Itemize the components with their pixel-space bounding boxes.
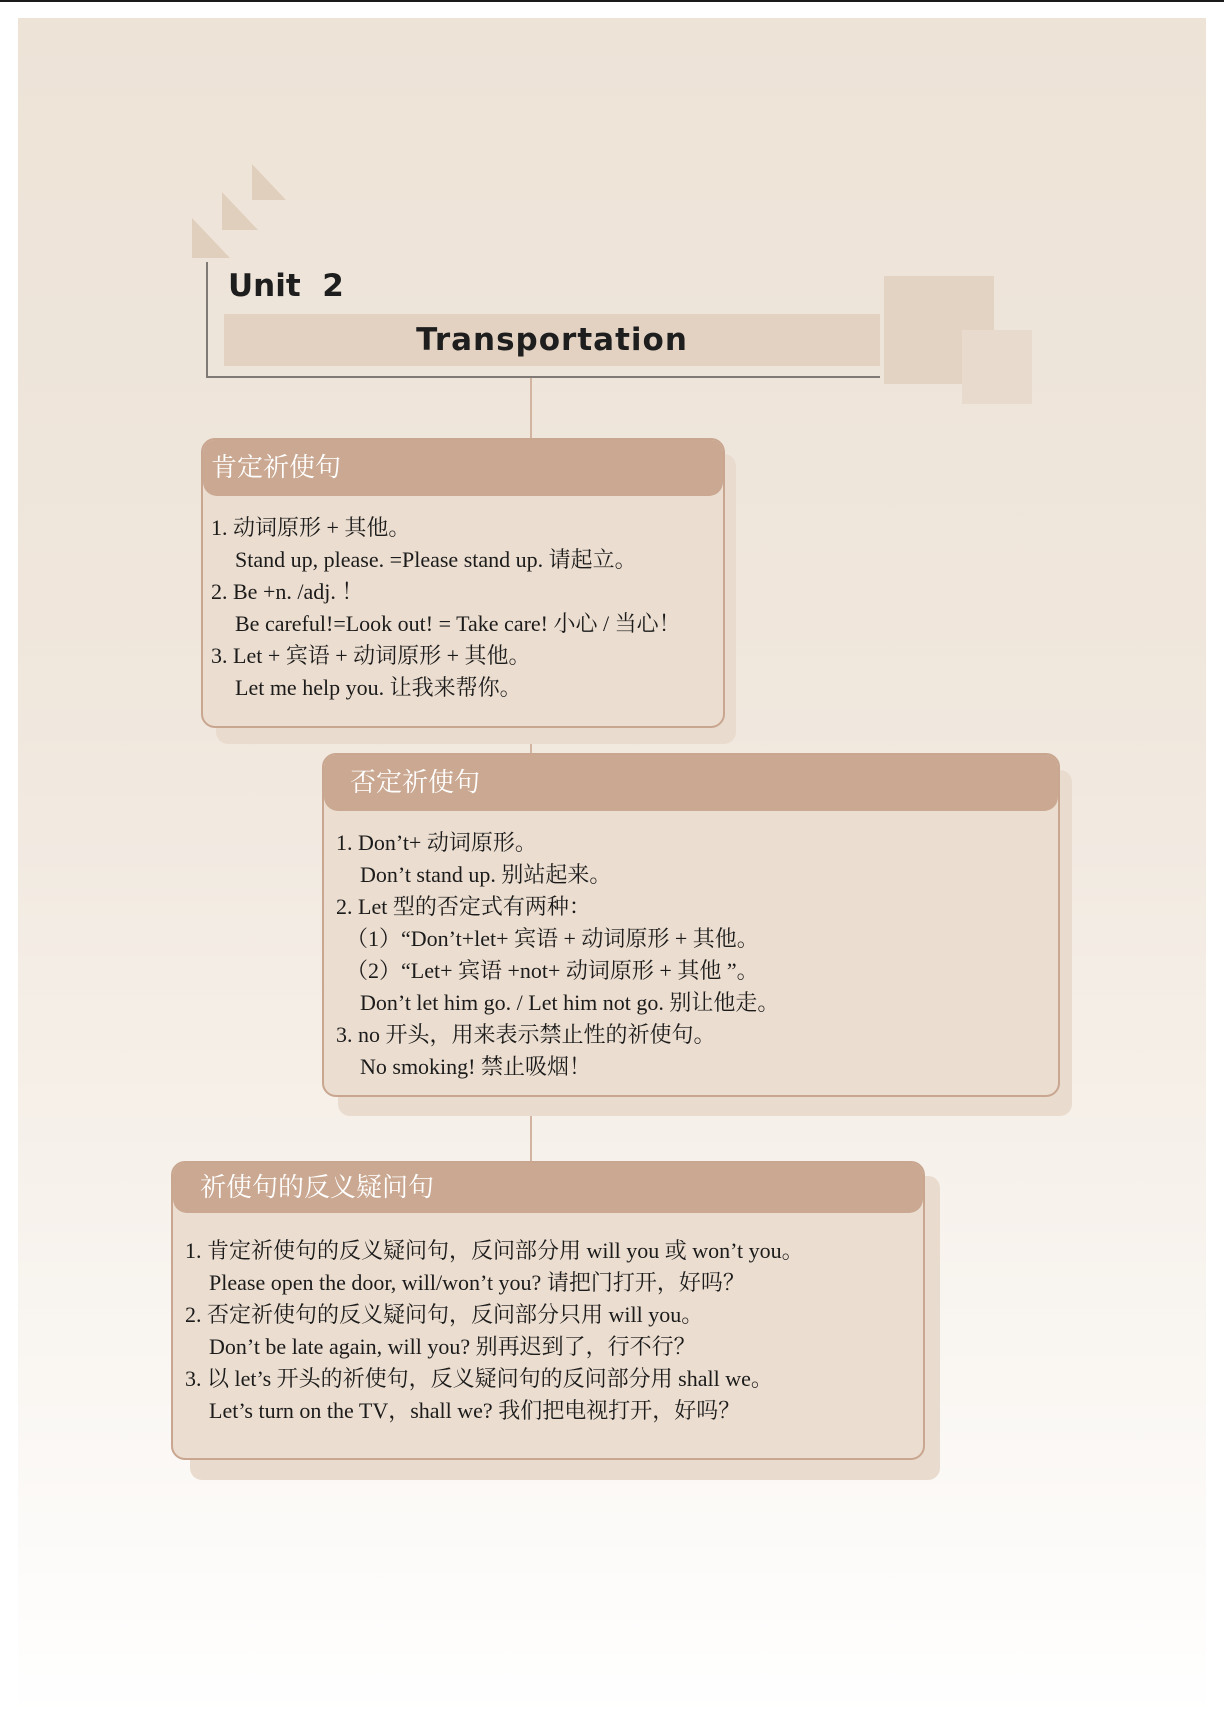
rule-line: 3. 以 let’s 开头的祈使句，反义疑问句的反问部分用 shall we。	[185, 1366, 773, 1391]
example-line: No smoking! 禁止吸烟！	[360, 1054, 592, 1079]
section-box-affirmative	[201, 438, 725, 728]
example-line: Let me help you. 让我来帮你。	[235, 675, 522, 700]
connector-line	[530, 378, 532, 440]
unit-label: Unit 2	[228, 268, 344, 304]
section-body	[203, 496, 723, 704]
decor-square	[962, 330, 1032, 404]
rule-subline: （1）“Don’t+let+ 宾语 + 动词原形 + 其他。	[346, 926, 759, 951]
rule-line: 1. Don’t+ 动词原形。	[336, 830, 537, 855]
rule-line: 1. 动词原形 + 其他。	[211, 515, 411, 540]
example-line: Don’t be late again, will you? 别再迟到了，行不行？	[209, 1334, 696, 1359]
rule-subline: （2）“Let+ 宾语 +not+ 动词原形 + 其他 ”。	[346, 958, 759, 983]
section-box-negative	[322, 753, 1060, 1097]
top-rule	[0, 0, 1224, 2]
example-line: Don’t let him go. / Let him not go. 别让他走。	[360, 990, 780, 1015]
rule-line: 2. Let 型的否定式有两种：	[336, 894, 591, 919]
section-title: 否定祈使句	[324, 755, 1058, 811]
rule-line: 3. Let + 宾语 + 动词原形 + 其他。	[211, 643, 531, 668]
example-line: Stand up, please. =Please stand up. 请起立。	[235, 547, 637, 572]
rule-line: 3. no 开头，用来表示禁止性的祈使句。	[336, 1022, 716, 1047]
example-line: Be careful!=Look out! = Take care! 小心 / 当心！	[235, 611, 681, 636]
decor-triangle	[252, 164, 286, 200]
example-line: Please open the door, will/won’t you? 请把门打开，好吗？	[209, 1270, 745, 1295]
rule-line: 2. 否定祈使句的反义疑问句，反问部分只用 will you。	[185, 1302, 704, 1327]
section-title: 肯定祈使句	[203, 440, 723, 496]
unit-title: Transportation	[416, 322, 688, 358]
unit-title-bar	[224, 314, 880, 366]
section-box-tag-questions	[171, 1161, 925, 1460]
example-line: Let’s turn on the TV，shall we? 我们把电视打开，好吗？	[209, 1398, 741, 1423]
section-body	[324, 811, 1058, 1083]
section-body	[173, 1213, 923, 1427]
rule-line: 2. Be +n. /adj. ！	[211, 579, 364, 604]
example-line: Don’t stand up. 别站起来。	[360, 862, 612, 887]
rule-line: 1. 肯定祈使句的反义疑问句，反问部分用 will you 或 won’t you。	[185, 1238, 804, 1263]
section-title: 祈使句的反义疑问句	[173, 1163, 923, 1213]
